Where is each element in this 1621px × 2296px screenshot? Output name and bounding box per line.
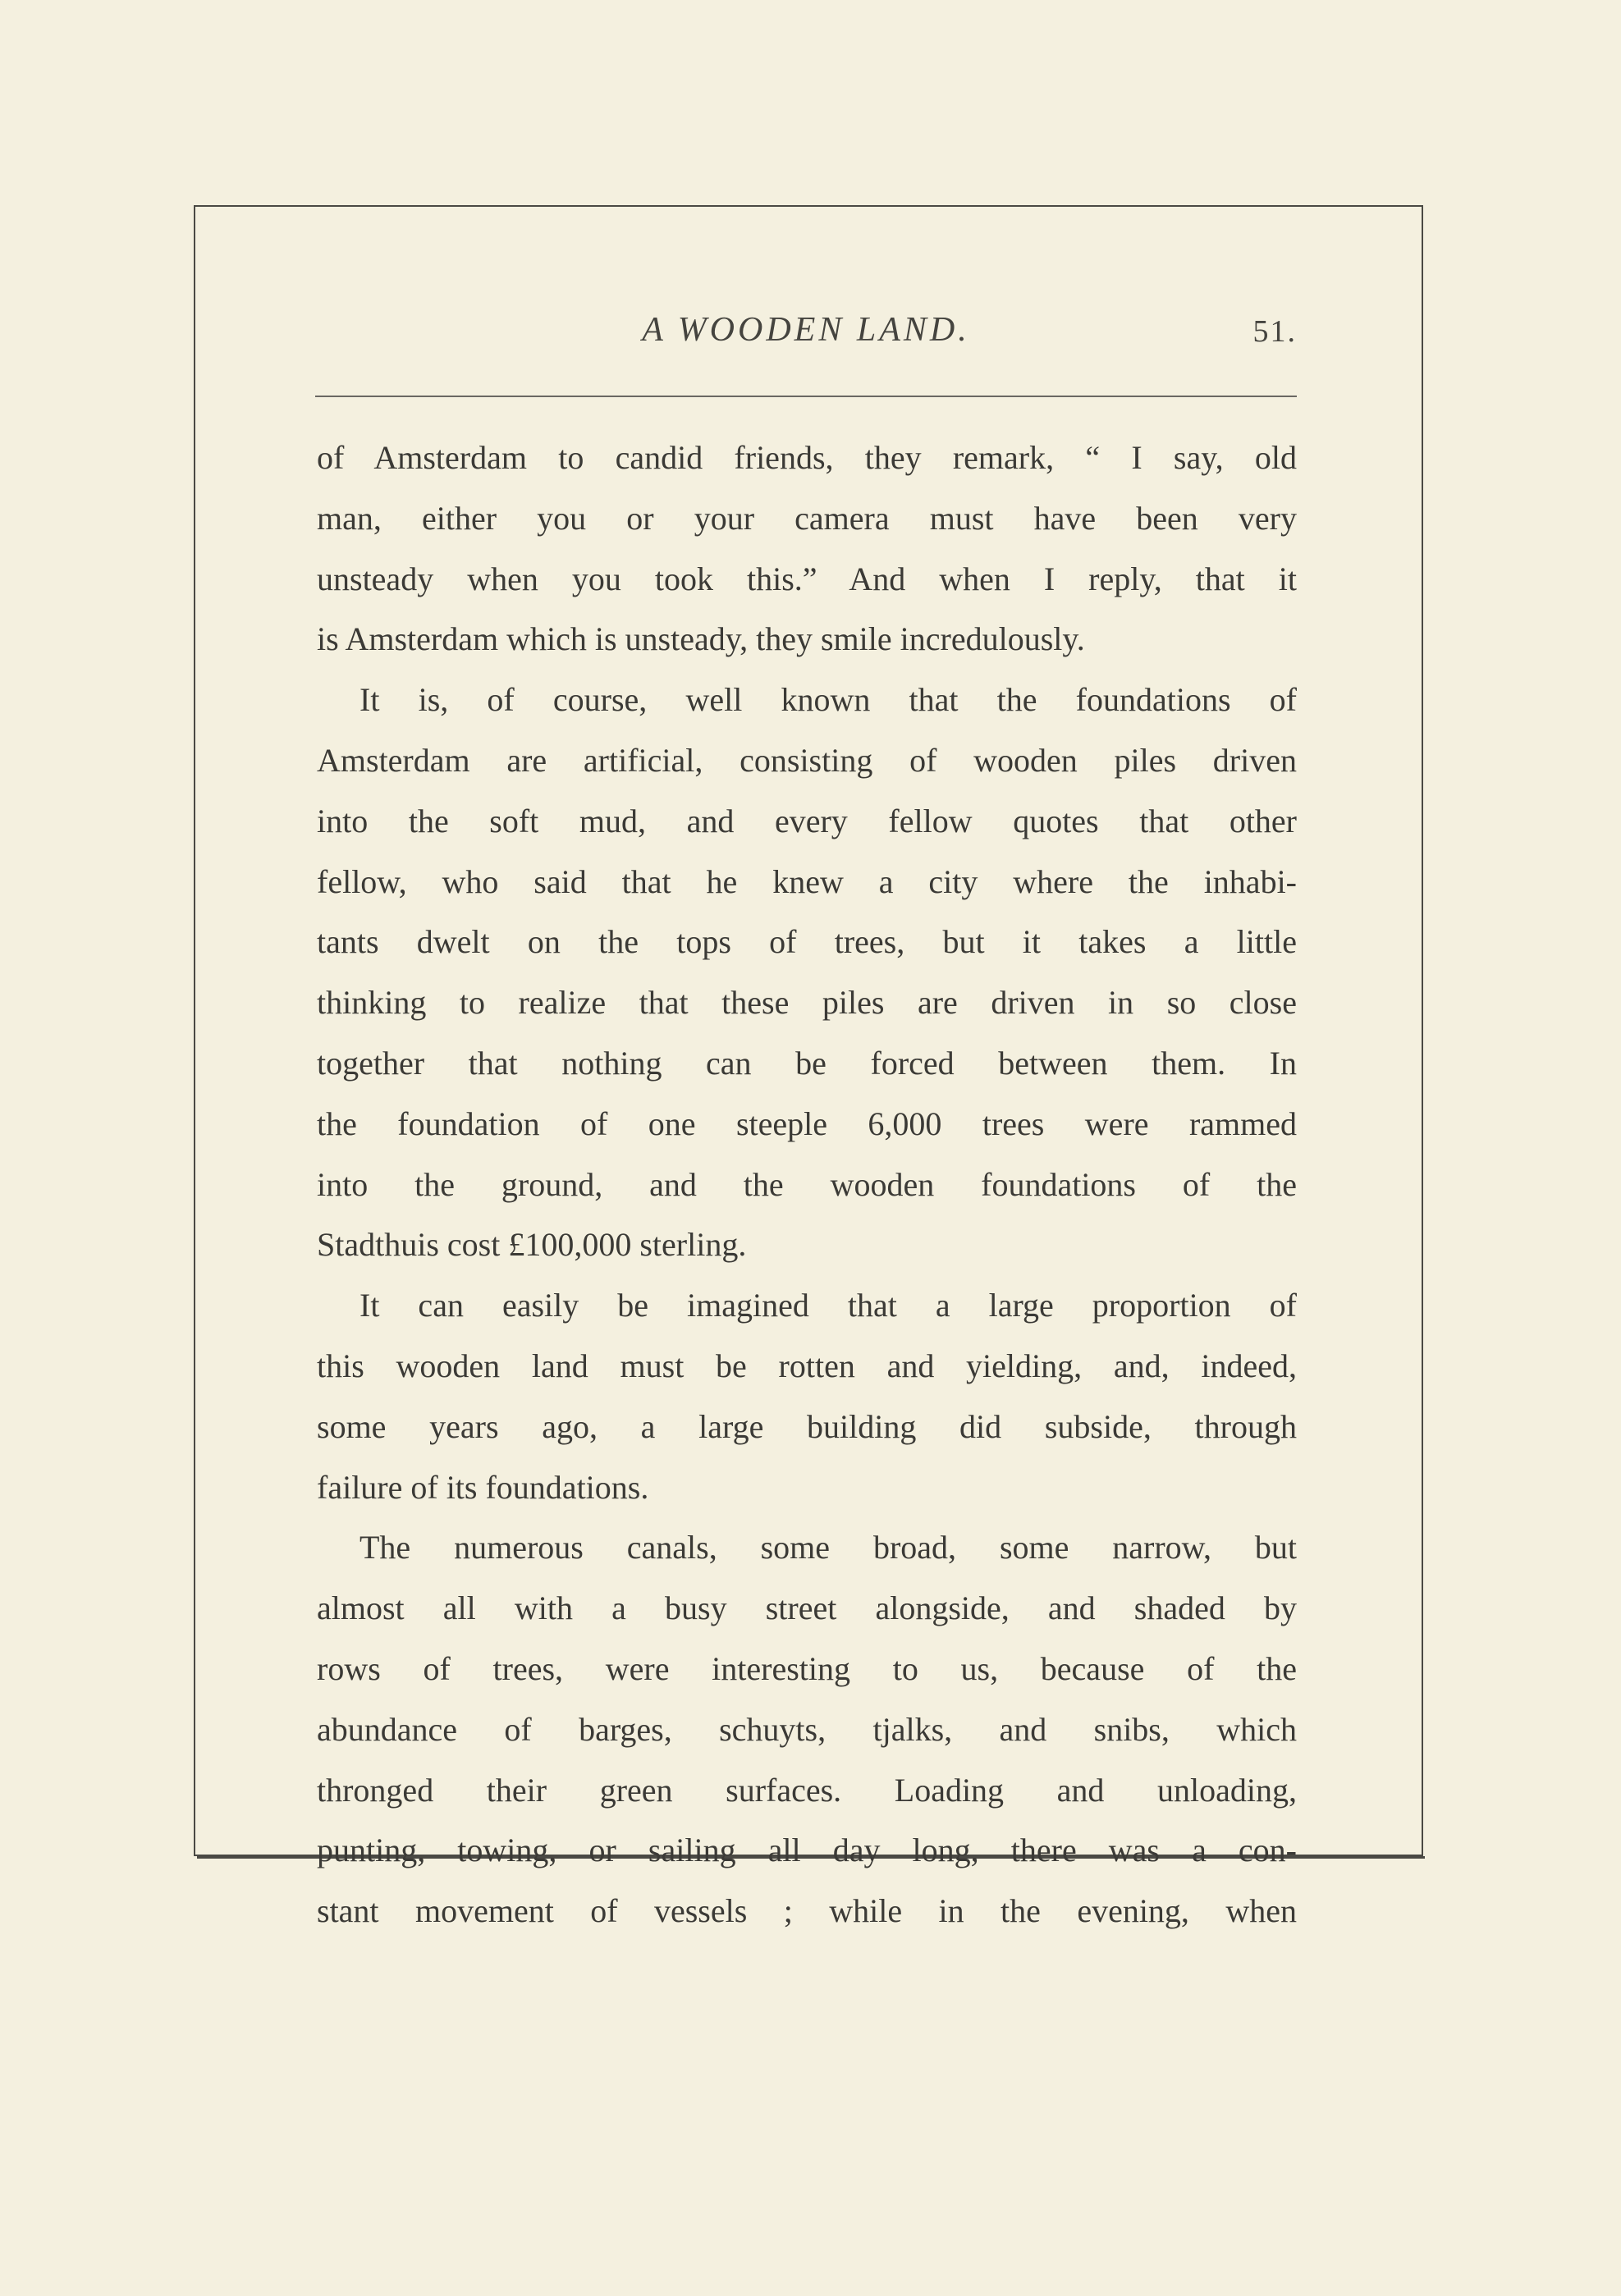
text-line: thronged their green surfaces. Loading and unloading, — [317, 1771, 1297, 1809]
text-line: punting, towing, or sailing all day long, there was a con- — [317, 1832, 1297, 1869]
text-line: unsteady when you took this.” And when I reply, that it — [317, 560, 1297, 597]
text-line: thinking to realize that these piles are driven in so close — [317, 984, 1297, 1022]
text-line: It can easily be imagined that a large proportion of — [359, 1287, 1297, 1324]
text-line: this wooden land must be rotten and yielding, and, indeed, — [317, 1347, 1297, 1384]
text-line: is Amsterdam which is unsteady, they smile incredulously. — [317, 620, 1085, 658]
text-line: some years ago, a large building did subside, through — [317, 1407, 1297, 1445]
page-number: 51. — [1252, 314, 1297, 349]
text-line: man, either you or your camera must have been very — [317, 499, 1297, 537]
text-line: into the ground, and the wooden foundations of the — [317, 1165, 1297, 1203]
running-header — [315, 310, 1297, 359]
text-line: rows of trees, were interesting to us, because of the — [317, 1649, 1297, 1687]
text-line: stant movement of vessels ; while in the evening, when — [317, 1892, 1297, 1930]
text-line: tants dwelt on the tops of trees, but it takes a little — [317, 923, 1297, 961]
text-line: together that nothing can be forced between them. In — [317, 1044, 1297, 1082]
text-line: abundance of barges, schuyts, tjalks, and snibs, which — [317, 1710, 1297, 1748]
text-line: failure of its foundations. — [317, 1468, 649, 1506]
text-line: fellow, who said that he knew a city where the inhabi- — [317, 862, 1297, 900]
header-rule — [315, 396, 1297, 397]
text-line: of Amsterdam to candid friends, they remark, “ I say, old — [317, 439, 1297, 476]
text-line: almost all with a busy street alongside, and shaded by — [317, 1589, 1297, 1627]
text-line: into the soft mud, and every fellow quotes that other — [317, 802, 1297, 839]
text-line: Stadthuis cost £100,000 sterling. — [317, 1226, 747, 1264]
running-title: A WOODEN LAND. — [642, 311, 970, 349]
body-text — [317, 428, 1297, 1942]
text-line: It is, of course, well known that the foundations of — [359, 681, 1297, 719]
text-line: the foundation of one steeple 6,000 trees were rammed — [317, 1105, 1297, 1142]
text-line: Amsterdam are artificial, consisting of wooden piles driven — [317, 741, 1297, 779]
text-line: The numerous canals, some broad, some narrow, but — [359, 1529, 1297, 1566]
